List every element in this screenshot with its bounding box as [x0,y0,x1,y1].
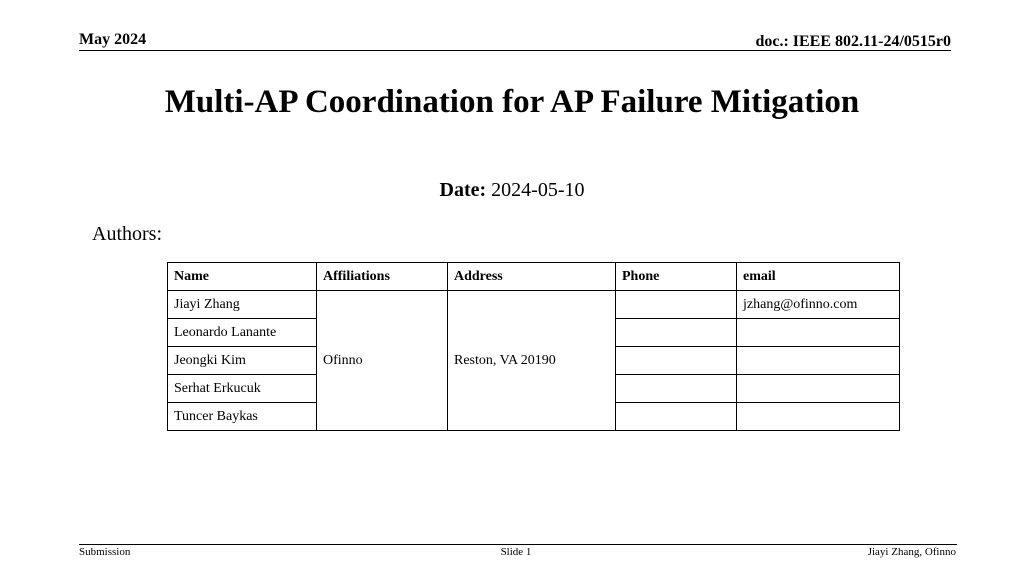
author-email [737,319,900,347]
authors-table [167,262,900,431]
author-phone [616,291,737,319]
date-line [0,179,1024,202]
header-doc-number: doc.: IEEE 802.11-24/0515r0 [755,33,951,50]
header-affiliations: Affiliations [317,263,448,291]
header-name: Name [168,263,317,291]
author-name: Tuncer Baykas [168,403,317,431]
authors-label: Authors: [92,223,162,245]
header-date: May 2024 [79,31,147,48]
slide-title: Multi-AP Coordination for AP Failure Mitigation [164,84,860,120]
author-name: Serhat Erkucuk [168,375,317,403]
date-label: Date: [439,179,487,201]
author-email [737,375,900,403]
author-email [737,403,900,431]
author-affiliation: Ofinno [317,291,448,431]
author-email [737,347,900,375]
date-value: 2024-05-10 [491,179,585,201]
table-row [168,291,900,319]
footer-slide-number: Slide 1 [500,546,532,558]
author-phone [616,403,737,431]
author-name: Leonardo Lanante [168,319,317,347]
header-phone: Phone [616,263,737,291]
header-address: Address [448,263,616,291]
author-phone [616,347,737,375]
header-rule [79,50,951,51]
author-email: jzhang@ofinno.com [737,291,900,319]
author-address: Reston, VA 20190 [448,291,616,431]
author-phone [616,319,737,347]
footer-submission: Submission [79,546,131,558]
author-phone [616,375,737,403]
author-name: Jiayi Zhang [168,291,317,319]
footer-author: Jiayi Zhang, Ofinno [867,546,956,558]
header-email: email [737,263,900,291]
author-name: Jeongki Kim [168,347,317,375]
footer-rule [79,544,957,545]
table-header-row [168,263,900,291]
